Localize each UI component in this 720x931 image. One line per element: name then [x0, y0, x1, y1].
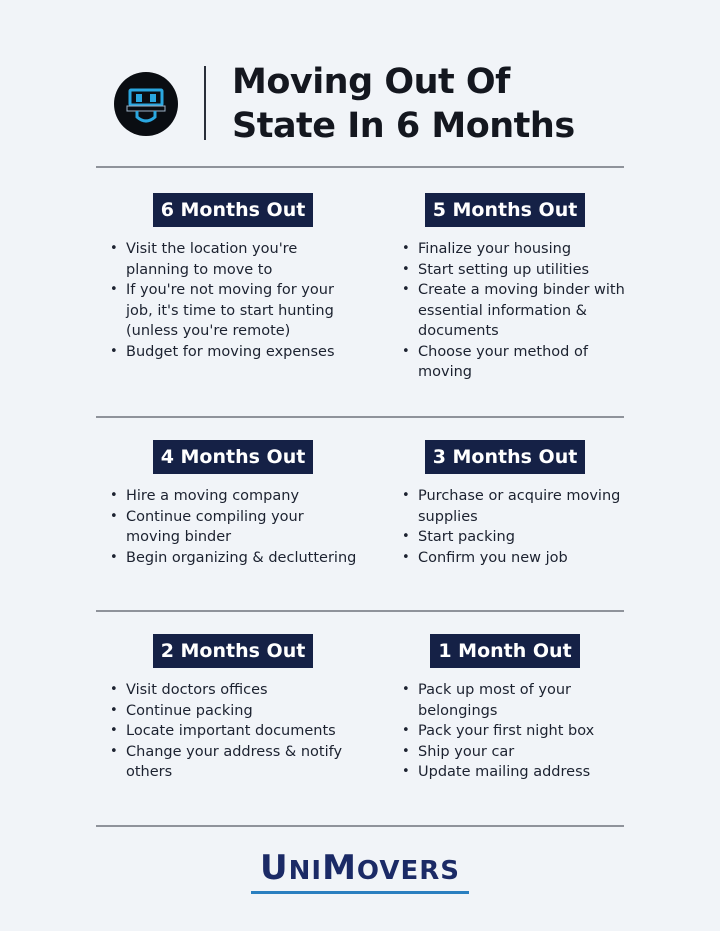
page-title [232, 60, 652, 148]
task-list [400, 680, 630, 783]
section-2-months [108, 634, 358, 783]
list-item: • Pack up most of your belongings [400, 680, 630, 721]
list-item: • Ship your car [400, 742, 630, 763]
section-heading: 4 Months Out [153, 440, 314, 474]
brand-letters-overs: OVERS [356, 856, 460, 886]
unimovers-logo-icon [114, 72, 178, 136]
list-item: • Confirm you new job [400, 548, 630, 569]
section-3-months [400, 440, 630, 568]
section-4-months [108, 440, 358, 568]
brand-letter-m: M [322, 848, 357, 888]
section-heading: 5 Months Out [425, 193, 586, 227]
task-list [108, 486, 358, 568]
task-list [108, 239, 358, 362]
section-5-months [400, 193, 630, 383]
task-list [108, 680, 358, 783]
list-item: • Purchase or acquire moving supplies [400, 486, 630, 527]
task-list [400, 486, 630, 568]
section-1-month [400, 634, 630, 783]
list-item: • Start packing [400, 527, 630, 548]
divider-bottom [96, 825, 624, 827]
list-item: • Choose your method of moving [400, 342, 630, 383]
list-item: • Change your address & notify others [108, 742, 358, 783]
list-item: • Continue compiling your moving binder [108, 507, 358, 548]
divider-row-2 [96, 610, 624, 612]
list-item: • Visit the location you're planning to move to [108, 239, 358, 280]
task-list [400, 239, 630, 383]
list-item: • Hire a moving company [108, 486, 358, 507]
list-item: • Start setting up utilities [400, 260, 630, 281]
section-6-months [108, 193, 358, 362]
list-item: • Budget for moving expenses [108, 342, 358, 363]
brand-letters-ni: NI [288, 856, 323, 886]
list-item: • Finalize your housing [400, 239, 630, 260]
list-item: • Visit doctors offices [108, 680, 358, 701]
brand-logo [0, 850, 720, 894]
section-heading: 3 Months Out [425, 440, 586, 474]
section-heading: 6 Months Out [153, 193, 314, 227]
divider-row-1 [96, 416, 624, 418]
list-item: • If you're not moving for your job, it's time to start hunting (unless you're remote) [108, 280, 358, 342]
section-heading: 1 Month Out [430, 634, 579, 668]
divider-top [96, 166, 624, 168]
list-item: • Continue packing [108, 701, 358, 722]
brand-letter-u: U [260, 848, 289, 888]
list-item: • Locate important documents [108, 721, 358, 742]
section-heading: 2 Months Out [153, 634, 314, 668]
brand-wordmark [260, 850, 460, 889]
title-line-1: Moving Out Of [232, 62, 510, 102]
header-divider [204, 66, 206, 140]
list-item: • Pack your first night box [400, 721, 630, 742]
title-line-2: State In 6 Months [232, 106, 575, 146]
brand-underline [251, 891, 469, 894]
list-item: • Update mailing address [400, 762, 630, 783]
list-item: • Begin organizing & decluttering [108, 548, 358, 569]
list-item: • Create a moving binder with essential information & documents [400, 280, 630, 342]
